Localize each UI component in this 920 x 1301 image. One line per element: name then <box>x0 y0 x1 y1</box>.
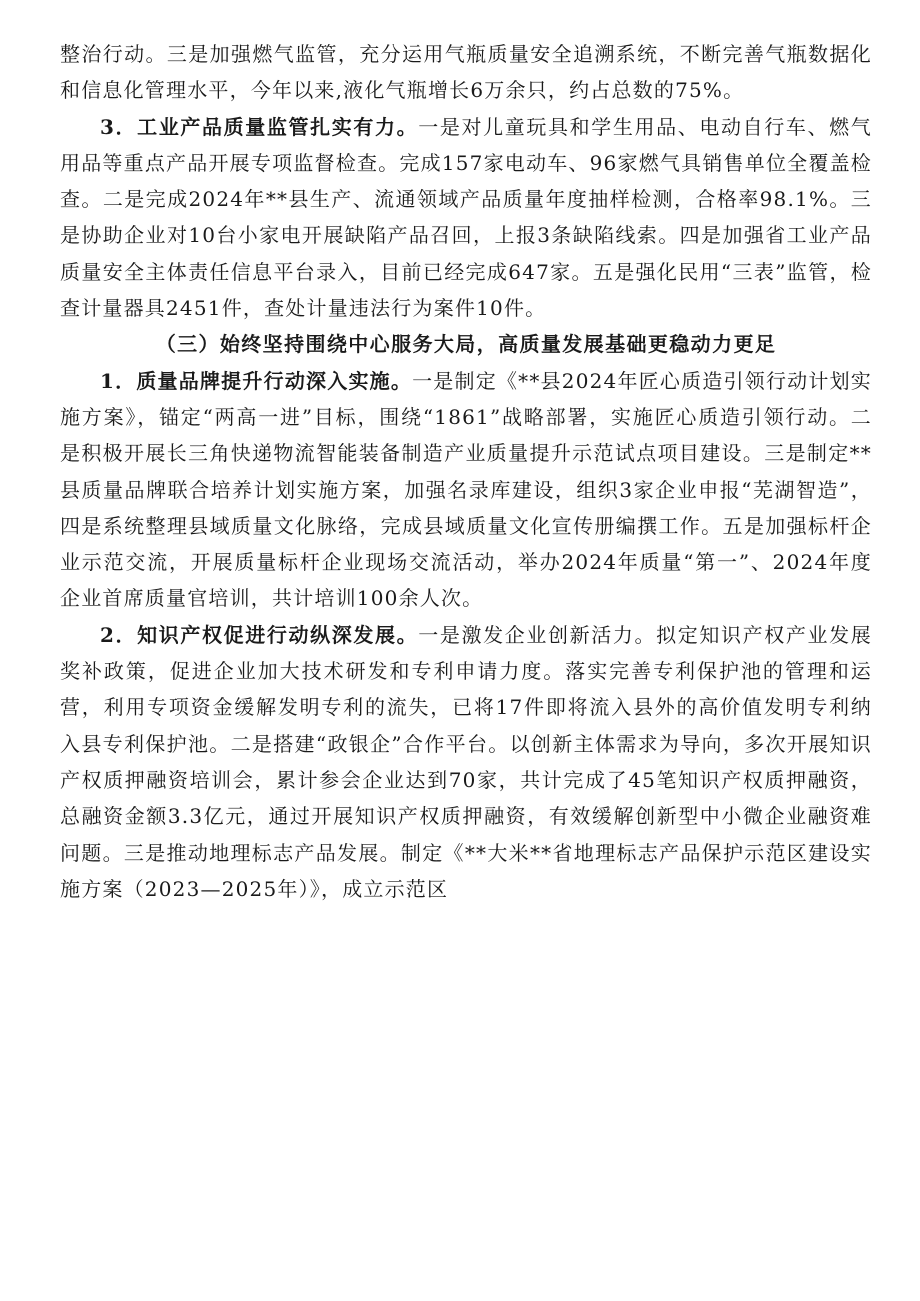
paragraph-lead-heading: 1．质量品牌提升行动深入实施。 <box>100 368 413 393</box>
paragraph-lead-heading: 2．知识产权促进行动纵深发展。 <box>100 622 419 647</box>
paragraph-body-text: 一是激发企业创新活力。拟定知识产权产业发展奖补政策，促进企业加大技术研发和专利申请力度。落实完善专利保护池的管理和运营，利用专项资金缓解发明专利的流失，已将17件即将流入县外的高价值发明专利纳入县专利保护池。二是搭建“政银企”合作平台。以创新主体需求为导向，多次开展知识产权质押融资培训会，累计参会企业达到70家，共计完成了45笔知识产权质押融资，总融资金额3.3亿元，通过开展知识产权质押融资，有效缓解创新型中小微企业融资难问题。三是推动地理标志产品发展。制定《**大米**省地理标志产品保护示范区建设实施方案（2023—2025年）》，成立示范区 <box>60 622 872 901</box>
paragraph-gas-supervision: 整治行动。三是加强燃气监管，充分运用气瓶质量安全追溯系统，不断完善气瓶数据化和信息化管理水平，今年以来,液化气瓶增长6万余只，约占总数的75%。 <box>60 42 872 103</box>
paragraph-body-text: 一是制定《**县2024年匠心质造引领行动计划实施方案》，锚定“两高一进”目标，围绕“1861”战略部署，实施匠心质造引领行动。二是积极开展长三角快递物流智能装备制造产业质量提升示范试点项目建设。三是制定**县质量品牌联合培养计划实施方案，加强名录库建设，组织3家企业申报“芜湖智造”，四是系统整理县域质量文化脉络，完成县域质量文化宣传册编撰工作。五是加强标杆企业示范交流，开展质量标杆企业现场交流活动，举办2024年质量“第一”、2024年度企业首席质量官培训，共计培训100余人次。 <box>60 368 873 611</box>
section-heading: （三）始终坚持围绕中心服务大局，高质量发展基础更稳动力更足 <box>155 332 777 357</box>
paragraph-body-text: 一是对儿童玩具和学生用品、电动自行车、燃气用品等重点产品开展专项监督检查。完成157家电动车、96家燃气具销售单位全覆盖检查。二是完成2024年**县生产、流通领域产品质量年度抽样检测，合格率98.1%。三是协助企业对10台小家电开展缺陷产品召回，上报3条缺陷线索。四是加强省工业产品质量安全主体责任信息平台录入，目前已经完成647家。五是强化民用“三表”监管，检查计量器具2451件，查处计量违法行为案件10件。 <box>60 114 872 321</box>
paragraph-intellectual-property <box>60 617 872 907</box>
paragraph-lead-heading: 3．工业产品质量监管扎实有力。 <box>100 114 419 139</box>
paragraph-industrial-product-quality <box>60 109 872 327</box>
paragraph-quality-brand <box>60 363 872 617</box>
